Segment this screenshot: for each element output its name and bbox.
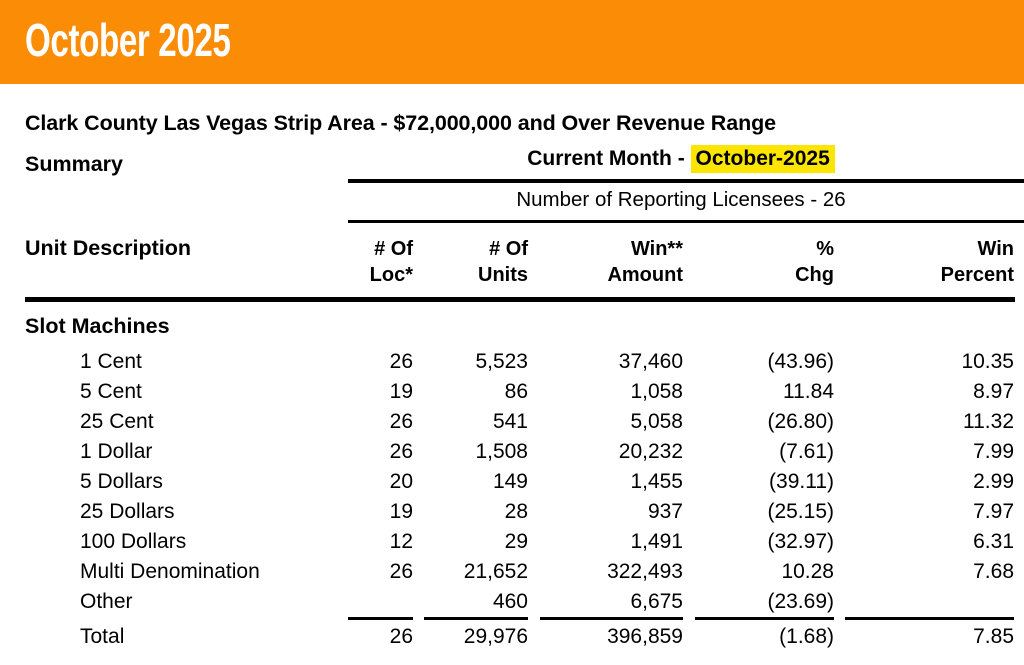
column-header-loc-line2: Loc* [369,264,413,286]
table-cell-units: 460 [492,590,528,613]
table-cell-units: 5,523 [475,350,528,373]
subtotal-rule-loc [348,617,413,620]
table-cell-win: 37,460 [618,350,683,373]
table-cell-pct: 2.99 [973,470,1014,493]
table-cell-units: 541 [492,410,528,433]
table-cell-win: 6,675 [630,590,683,613]
column-header-pct-chg [714,236,834,288]
section-heading-slot-machines: Slot Machines [25,314,170,338]
table-total-pct: 7.85 [973,625,1014,648]
table-row-label: 25 Cent [80,410,154,433]
rule-above-column-headers [348,220,1024,223]
table-total-label: Total [80,625,125,648]
table-cell-pct: 11.32 [963,410,1014,433]
column-header-win-amount [553,236,683,288]
table-cell-units: 29 [504,530,528,553]
table-row-label: 5 Cent [80,380,142,403]
table-cell-win: 1,058 [630,380,683,403]
table-cell-loc: 26 [389,350,413,373]
current-month-heading [348,147,1014,171]
column-header-units [418,236,528,288]
table-cell-units: 149 [492,470,528,493]
subtotal-rule-units [424,617,528,620]
table-cell-loc: 26 [389,560,413,583]
table-cell-chg: 10.28 [781,560,834,583]
current-month-prefix: Current Month - [527,147,691,170]
column-header-pct-line2: Percent [940,264,1014,286]
table-cell-pct: 7.99 [973,440,1014,463]
table-cell-chg: (23.69) [767,590,834,613]
column-header-loc-line1: # Of [374,238,413,260]
column-header-units-line2: Units [478,264,528,286]
table-row-label: Multi Denomination [80,560,260,583]
table-row-label: Other [80,590,133,613]
table-total-loc: 26 [389,625,413,648]
table-cell-units: 86 [504,380,528,403]
table-total-chg: (1.68) [779,625,834,648]
table-cell-pct: 7.97 [973,500,1014,523]
column-header-units-line1: # Of [489,238,528,260]
page-header-banner [0,0,1024,84]
column-header-win-line1: Win** [630,238,683,260]
table-row-label: 1 Cent [80,350,142,373]
table-cell-loc: 19 [389,380,413,403]
table-cell-chg: (7.61) [779,440,834,463]
table-cell-units: 21,652 [463,560,528,583]
table-total-units: 29,976 [463,625,528,648]
reporting-licensees-line: Number of Reporting Licensees - 26 [516,188,846,211]
table-cell-chg: (32.97) [767,530,834,553]
rule-under-current-month [348,179,1024,183]
subtotal-rule-pct [845,617,1014,620]
table-cell-chg: (43.96) [767,350,834,373]
table-total-win: 396,859 [607,625,683,648]
column-header-win-percent [874,236,1014,288]
table-cell-chg: (26.80) [767,410,834,433]
table-cell-chg: 11.84 [783,380,834,403]
table-cell-pct: 10.35 [961,350,1014,373]
table-cell-win: 322,493 [607,560,683,583]
table-cell-chg: (39.11) [769,470,834,493]
table-cell-loc: 26 [389,440,413,463]
table-cell-units: 28 [504,500,528,523]
column-header-chg-line2: Chg [795,264,834,286]
table-cell-pct: 8.97 [973,380,1014,403]
table-cell-win: 20,232 [618,440,683,463]
table-cell-chg: (25.15) [767,500,834,523]
column-header-pct-line1: Win [977,238,1014,260]
table-cell-units: 1,508 [475,440,528,463]
table-row-label: 100 Dollars [80,530,187,553]
column-header-chg-line1: % [816,238,834,260]
table-row-label: 5 Dollars [80,470,163,493]
table-cell-loc: 12 [389,530,413,553]
table-cell-loc: 26 [389,410,413,433]
report-title: Clark County Las Vegas Strip Area - $72,000,000 and Over Revenue Range [25,111,777,135]
table-cell-loc: 20 [389,470,413,493]
table-cell-loc: 19 [389,500,413,523]
table-cell-win: 5,058 [630,410,683,433]
column-header-win-line2: Amount [607,264,683,286]
report-body [0,84,1024,665]
column-header-unit-description: Unit Description [25,236,192,260]
table-cell-pct: 6.31 [973,530,1014,553]
subtotal-rule-win [540,617,683,620]
summary-label: Summary [25,152,123,176]
banner-month-title: October 2025 [25,14,231,66]
table-cell-win: 937 [647,500,683,523]
rule-below-column-headers [25,297,1015,302]
table-cell-pct: 7.68 [973,560,1014,583]
table-row-label: 25 Dollars [80,500,175,523]
subtotal-rule-chg [695,617,834,620]
current-month-value-highlighted: October-2025 [691,145,835,173]
table-cell-win: 1,491 [630,530,683,553]
table-row-label: 1 Dollar [80,440,153,463]
column-header-loc [303,236,413,288]
table-cell-win: 1,455 [630,470,683,493]
